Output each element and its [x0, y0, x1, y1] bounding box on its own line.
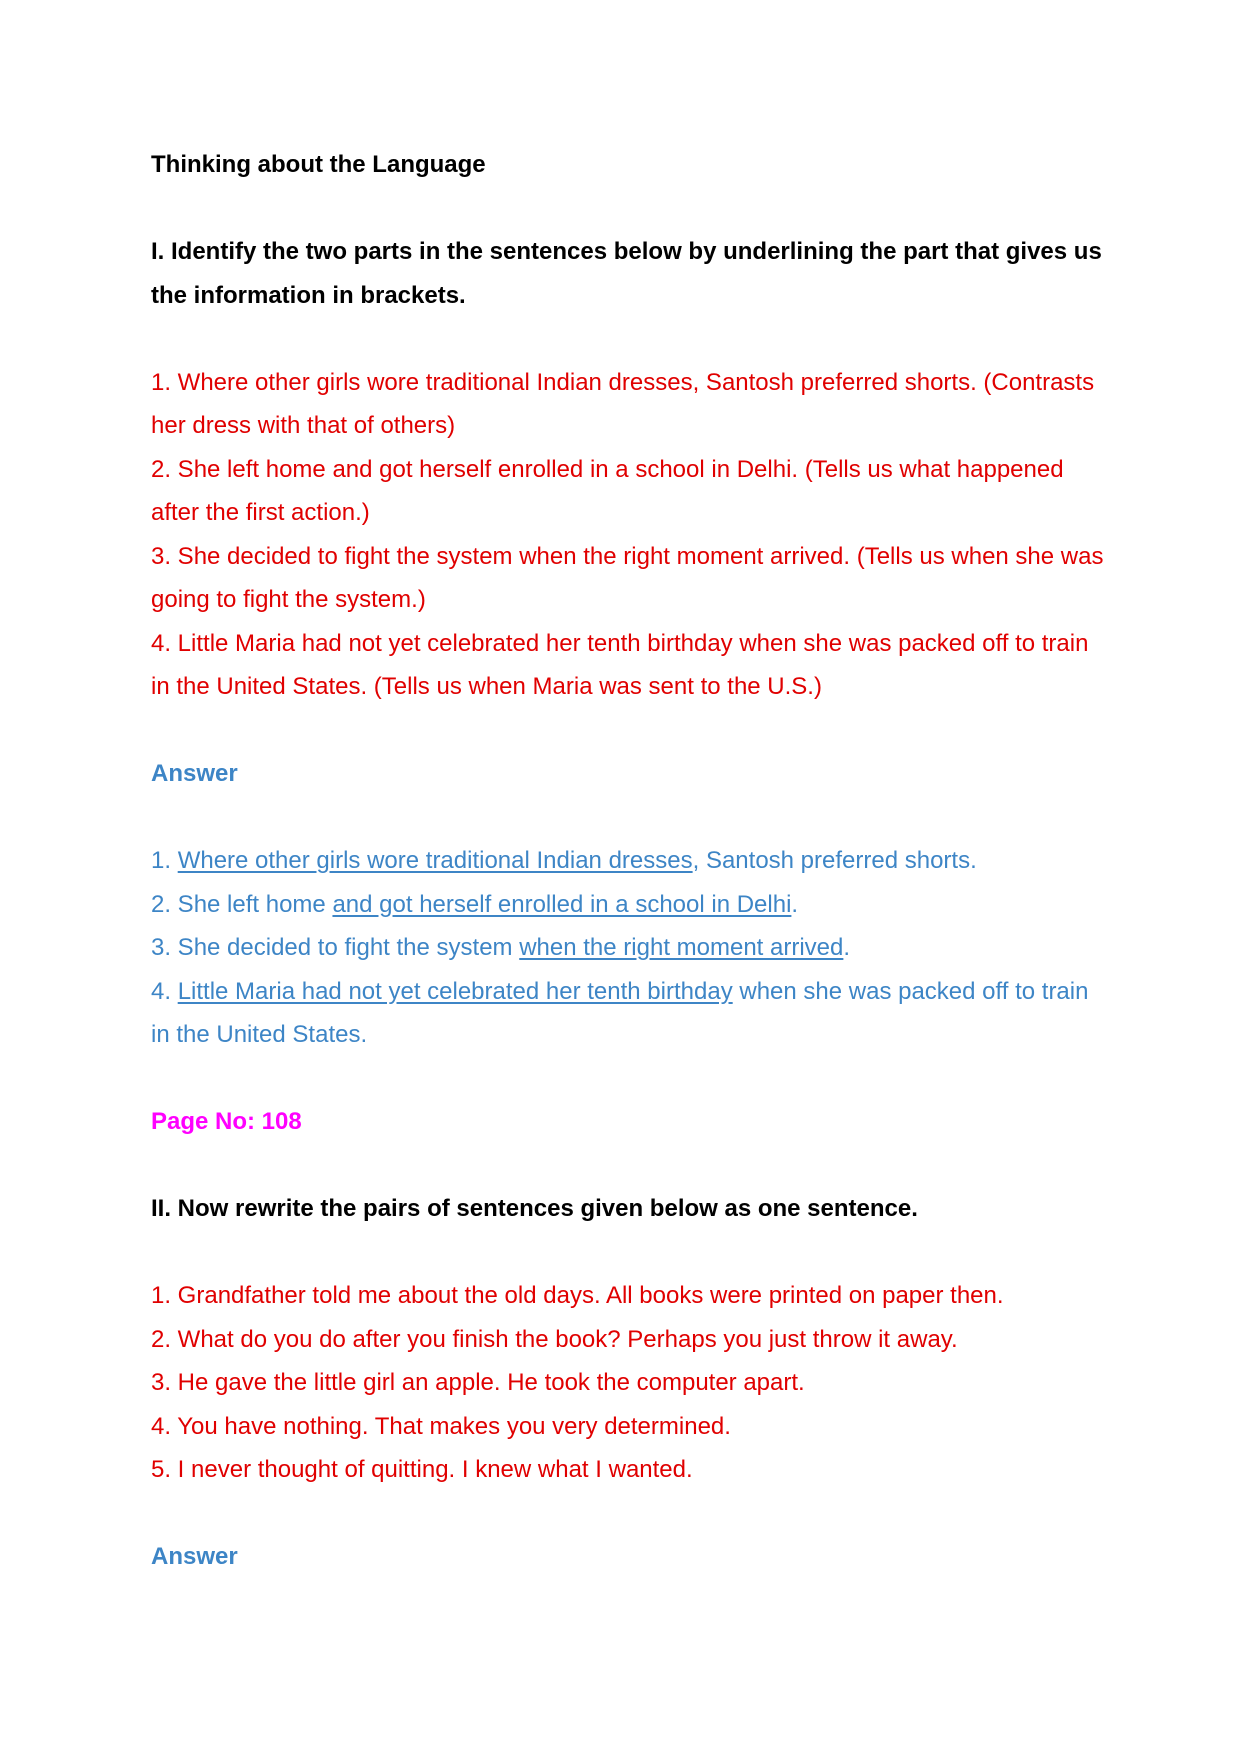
- answer-text: when she was packed off to train in the United States.: [151, 977, 1089, 1048]
- section2-heading: II. Now rewrite the pairs of sentences given below as one sentence.: [151, 1195, 918, 1222]
- answer-text: 4.: [151, 977, 178, 1005]
- section1-questions: [151, 361, 1111, 709]
- section1-heading: I. Identify the two parts in the sentences below by underlining the part that gives us the information in brackets.: [151, 238, 1102, 309]
- answer-text: 3. She decided to fight the system: [151, 934, 520, 961]
- page-title: Thinking about the Language: [151, 151, 486, 178]
- question-item: 1. Where other girls wore traditional Indian dresses, Santosh preferred shorts. (Contrasts her dress with that of others): [151, 368, 1095, 439]
- question-item: 2. She left home and got herself enrolled in a school in Delhi. (Tells us what happened after the first action.): [151, 455, 1064, 526]
- underlined-part: when the right moment arrived: [519, 934, 844, 961]
- answer-item: [151, 926, 1111, 970]
- answer-text: .: [843, 934, 851, 961]
- document-page: [151, 143, 1111, 1579]
- question-item: 4. Little Maria had not yet celebrated her tenth birthday when she was packed off to train in the United States. (Tells us when Maria was sent to the U.S.): [151, 629, 1089, 700]
- question-item: 3. She decided to fight the system when the right moment arrived. (Tells us when she was going to fight the system.): [151, 542, 1104, 613]
- question-item: 3. He gave the little girl an apple. He took the computer apart.: [151, 1369, 805, 1396]
- page-number: Page No: 108: [151, 1108, 302, 1135]
- underlined-part: Little Maria had not yet celebrated her tenth birthday: [177, 977, 733, 1005]
- question-item: 1. Grandfather told me about the old days. All books were printed on paper then.: [151, 1282, 1004, 1309]
- answer-text: 1.: [151, 847, 178, 874]
- section1-answers: [151, 839, 1111, 1057]
- answer-item: [151, 839, 1111, 883]
- question-item: 2. What do you do after you finish the book? Perhaps you just throw it away.: [151, 1325, 958, 1353]
- section2-questions: [151, 1274, 1111, 1492]
- answer-text: 2. She left home: [151, 890, 333, 918]
- question-item: 4. You have nothing. That makes you very determined.: [151, 1412, 731, 1440]
- question-item: 5. I never thought of quitting. I knew what I wanted.: [151, 1456, 693, 1483]
- underlined-part: Where other girls wore traditional Indian dresses: [177, 847, 693, 874]
- answer-label: Answer: [151, 760, 238, 787]
- underlined-part: and got herself enrolled in a school in Delhi: [332, 890, 792, 918]
- answer-label: Answer: [151, 1543, 238, 1570]
- answer-item: [151, 883, 1111, 927]
- answer-text: , Santosh preferred shorts.: [692, 847, 977, 874]
- answer-text: .: [791, 890, 799, 918]
- answer-item: [151, 970, 1111, 1057]
